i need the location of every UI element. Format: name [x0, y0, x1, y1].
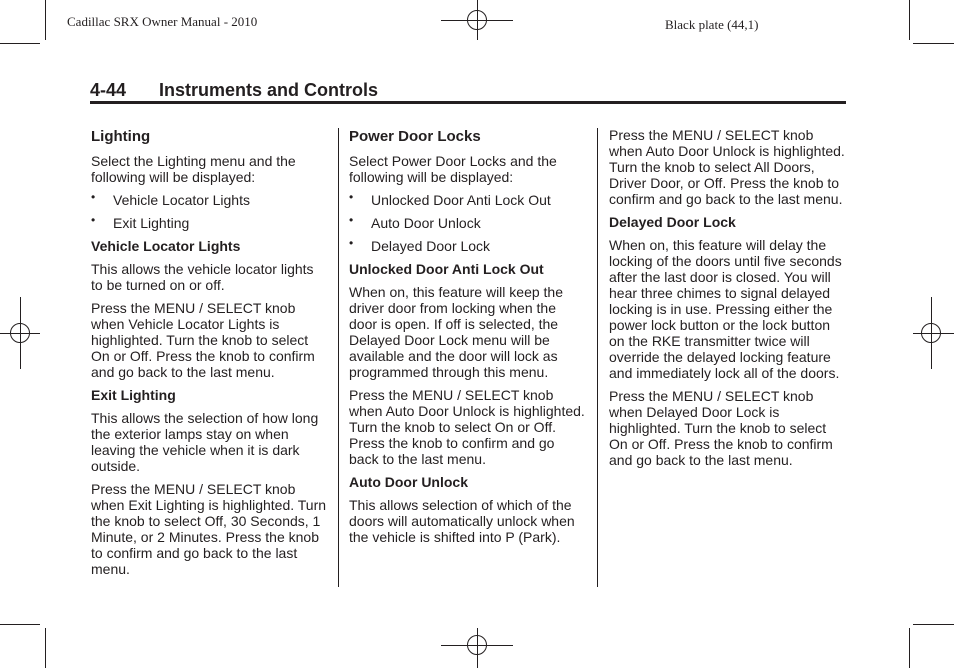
vehicle-locator-lights-heading: Vehicle Locator Lights	[91, 238, 241, 254]
power-door-locks-intro: Select Power Door Locks and the following will be displayed:	[349, 153, 557, 185]
paragraph: Press the MENU / SELECT knob when Auto Door Unlock is highlighted. Turn the knob to select All Doors, Driver Door, or Off. Press the knob to confirm and go back to the last menu.	[609, 127, 845, 207]
crop-mark	[0, 624, 40, 625]
list-item: • Delayed Door Lock	[349, 236, 491, 254]
page-heading	[90, 80, 378, 101]
crop-mark	[0, 43, 40, 44]
page-number: 4-44	[90, 80, 127, 100]
crop-mark	[909, 0, 910, 40]
bullet-icon: •	[91, 213, 96, 227]
list-item: • Vehicle Locator Lights	[91, 190, 250, 208]
power-door-locks-heading: Power Door Locks	[349, 128, 481, 145]
column-divider	[597, 128, 598, 587]
column-divider	[338, 128, 339, 587]
paragraph: Press the MENU / SELECT knob when Exit Lighting is highlighted. Turn the knob to select Off, 30 Seconds, 1 Minute, or 2 Minutes. Press the knob to confirm and go back to the last menu.	[91, 481, 327, 577]
lighting-heading: Lighting	[91, 128, 151, 145]
lighting-intro: Select the Lighting menu and the following will be displayed:	[91, 153, 296, 185]
crop-mark	[913, 43, 954, 44]
auto-door-unlock-heading: Auto Door Unlock	[349, 474, 468, 490]
paragraph: When on, this feature will keep the driver door from locking when the door is open. If off is selected, the Delayed Door Lock menu will be available and the door will lock as programmed through this menu.	[349, 284, 564, 380]
bullet-icon: •	[349, 236, 354, 250]
delayed-door-lock-heading: Delayed Door Lock	[609, 214, 736, 230]
paragraph: This allows selection of which of the doors will automatically unlock when the vehicle is shifted into P (Park).	[349, 497, 575, 545]
crop-mark	[45, 0, 46, 40]
crop-mark	[913, 624, 954, 625]
crop-mark	[909, 628, 910, 668]
column-2	[349, 126, 585, 552]
paragraph: When on, this feature will delay the locking of the doors until five seconds after the last door is closed. You will hear three chimes to signal delayed locking is in use. Pressing either the power lock button or the lock button on the RKE transmitter twice will override the delayed locking feature and immediately lock all of the doors.	[609, 237, 842, 381]
paragraph: Press the MENU / SELECT knob when Auto Door Unlock is highlighted. Turn the knob to select On or Off. Press the knob to confirm and go back to the last menu.	[349, 387, 585, 467]
paragraph: This allows the selection of how long the exterior lamps stay on when leaving the vehicle when it is dark outside.	[91, 410, 319, 474]
paragraph: This allows the vehicle locator lights to be turned on or off.	[91, 261, 314, 293]
manual-title: Cadillac SRX Owner Manual - 2010	[67, 14, 258, 29]
paragraph: Press the MENU / SELECT knob when Delayed Door Lock is highlighted. Turn the knob to select On or Off. Press the knob to confirm and go back to the last menu.	[609, 388, 833, 468]
paragraph: Press the MENU / SELECT knob when Vehicle Locator Lights is highlighted. Turn the knob to select On or Off. Press the knob to confirm and go back to the last menu.	[91, 300, 315, 380]
unlocked-door-anti-lock-out-heading: Unlocked Door Anti Lock Out	[349, 261, 544, 277]
crop-mark	[45, 628, 46, 668]
column-1	[91, 126, 327, 584]
bullet-icon: •	[349, 190, 354, 204]
section-title: Instruments and Controls	[159, 80, 379, 100]
exit-lighting-heading: Exit Lighting	[91, 387, 176, 403]
heading-rule	[90, 101, 846, 104]
list-item: • Unlocked Door Anti Lock Out	[349, 190, 551, 208]
bullet-icon: •	[91, 190, 96, 204]
plate-label: Black plate (44,1)	[665, 17, 759, 32]
list-item: • Auto Door Unlock	[349, 213, 481, 231]
bullet-icon: •	[349, 213, 354, 227]
list-item: • Exit Lighting	[91, 213, 190, 231]
column-3	[609, 127, 845, 475]
